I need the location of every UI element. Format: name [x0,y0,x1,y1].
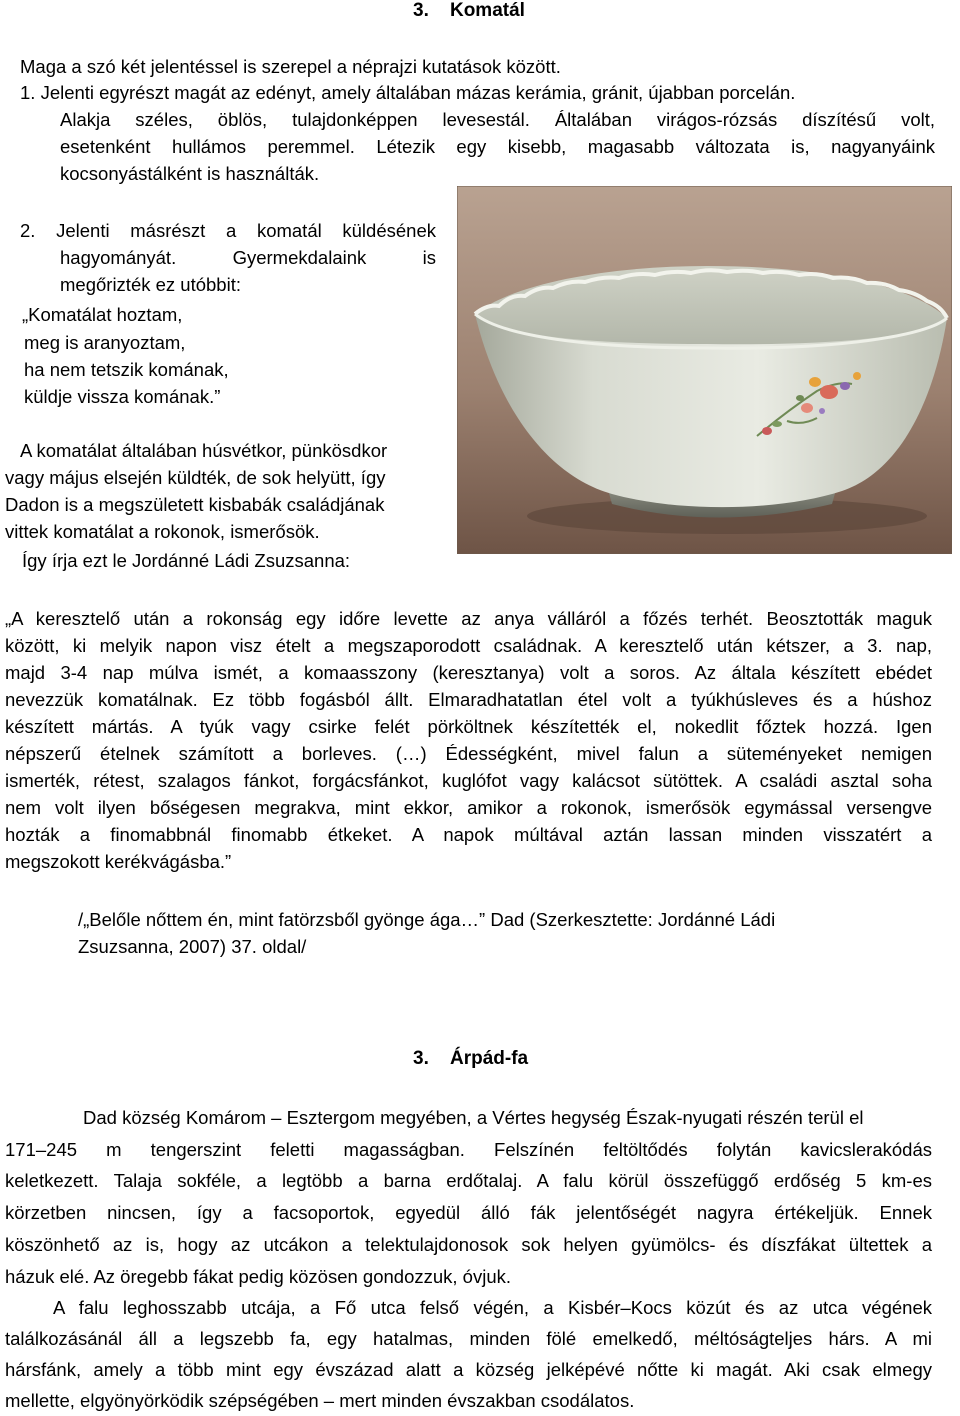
para-line-4: vittek komatálat a rokonok, ismerősök. [5,521,320,542]
arpad-para1-line-3: keletkezett. Talaja sokféle, a legtöbb a barna erdőtalaj. A falu körül összefüggő erdőség 5 km-es [5,1170,932,1191]
quote-line-3: majd 3-4 nap múlva ismét, a komaasszony (keresztanya) volt a soros. Az általa készített ebédet [5,662,932,683]
quote-line-7: ismerték, rétest, szalagos fánkot, forgácsfánkot, kuglófot vagy kalácsot sütöttek. A családi asztal soha [5,770,932,791]
citation-line-2: Zsuzsanna, 2007) 37. oldal/ [78,936,307,957]
arpad-para1-line-5: köszönhető az is, hogy az utcákon a telektulajdonosok sok helyen gyümölcs- és díszfákat ültettek a [5,1234,932,1255]
quote-line-5: készített mártás. A tyúk vagy csirke felét pörköltnek készítették el, nokedlit főztek hozzá. Igen [5,716,932,737]
para-line-1: A komatálat általában húsvétkor, pünkösdkor [20,440,388,461]
quote-line-8: nem volt ilyen bőségesen megrakva, mint ekkor, amikor a rokonok, ismerősök egymással versengve [5,797,932,818]
bowl-photo-icon [457,186,952,554]
item2-line-3: megőrizték ez utóbbit: [60,274,241,295]
quote-line-2: között, ki melyik napon visz ételt a megszaporodott családnak. A keresztelő után kétszer, a 3. nap, [5,635,932,656]
poem-line-2: meg is aranyoztam, [24,332,186,353]
quote-line-9: hozták a finomabbnál finomabb étkeket. A napok múltával aztán lassan minden visszatért a [5,824,932,845]
arpad-para2-line-2: találkozásánál áll a legszebb fa, egy hatalmas, minden fölé emelkedő, méltóságteljes hárs. A mi [5,1328,932,1349]
intro-text: Maga a szó két jelentéssel is szerepel a néprajzi kutatások között. [20,56,561,77]
citation-line-1: /„Belőle nőttem én, mint fatörzsből gyönge ága…” Dad (Szerkesztette: Jordánné Ládi [78,909,776,930]
arpad-para2-line-4: mellette, elgyönyörködik szépségében – mert minden évszakban csodálatos. [5,1390,635,1411]
section1-heading-number: 3. [413,0,429,21]
item2-line-2: hagyományát. Gyermekdalaink is [60,247,436,268]
section2-heading-title: Árpád-fa [449,1048,529,1069]
arpad-para2-line-1: A falu leghosszabb utcája, a Fő utca felső végén, a Kisbér–Kocs közút és az utca végének [53,1297,932,1318]
poem-line-4: küldje vissza komának.” [24,386,221,407]
item1-line-3: esetenként hullámos peremmel. Létezik egy kisebb, magasabb változata is, nagyanyáink [60,136,935,157]
bowl-photo [457,186,952,554]
quote-line-6: népszerű ételnek számított a borleves. (…) Édességként, mivel falun a süteményeket nemigen [5,743,932,764]
para-line-3: Dadon is a megszületett kisbabák családjának [5,494,385,515]
item1-line-1: 1. Jelenti egyrészt magát az edényt, amely általában mázas kerámia, gránit, újabban porcelán. [20,82,796,103]
arpad-para2-line-3: hársfánk, amely a több mint egy évszázad alatt a község jelképévé nőtte ki magát. Aki csak elmegy [5,1359,932,1380]
para-line-2: vagy május elsején küldték, de sok helyütt, így [5,467,386,488]
quote-line-1: „A keresztelő után a rokonság egy időre levette az anya válláról a főzés terhét. Beosztották maguk [5,608,932,629]
item2-line-1: 2. Jelenti másrészt a komatál küldésének [20,220,436,241]
poem-line-3: ha nem tetszik komának, [24,359,229,380]
item1-line-4: kocsonyástálként is használták. [60,163,320,184]
arpad-para1-line-2: 171–245 m tengerszint feletti magasságban. Felszínén feltöltődés folytán kavicslerakódás [5,1139,932,1160]
arpad-para1-line-6: házuk elé. Az öregebb fákat pedig közösen gondozzuk, óvjuk. [5,1266,512,1287]
section1-heading-title: Komatál [449,0,525,21]
section1-heading [413,0,525,22]
poem-line-1: „Komatálat hoztam, [22,304,183,325]
arpad-para1-line-1: Dad község Komárom – Esztergom megyében, a Vértes hegység Észak-nyugati részén terül el [83,1107,864,1128]
quote-line-10: megszokott kerékvágásba.” [5,851,232,872]
para-line-5: Így írja ezt le Jordánné Ládi Zsuzsanna: [22,550,351,571]
section2-heading-number: 3. [413,1048,429,1069]
item1-line-2: Alakja széles, öblös, tulajdonképpen levesestál. Általában virágos-rózsás díszítésű volt, [60,109,935,130]
section2-heading [413,1048,528,1070]
quote-line-4: nevezzük komatálnak. Ez több fogásból állt. Elmaradhatatlan étel volt a tyúkhúsleves és a húshoz [5,689,932,710]
arpad-para1-line-4: körzetben nincsen, így a facsoportok, egyedül álló fák jelentőségét nagyra értékeljük. Ennek [5,1202,932,1223]
